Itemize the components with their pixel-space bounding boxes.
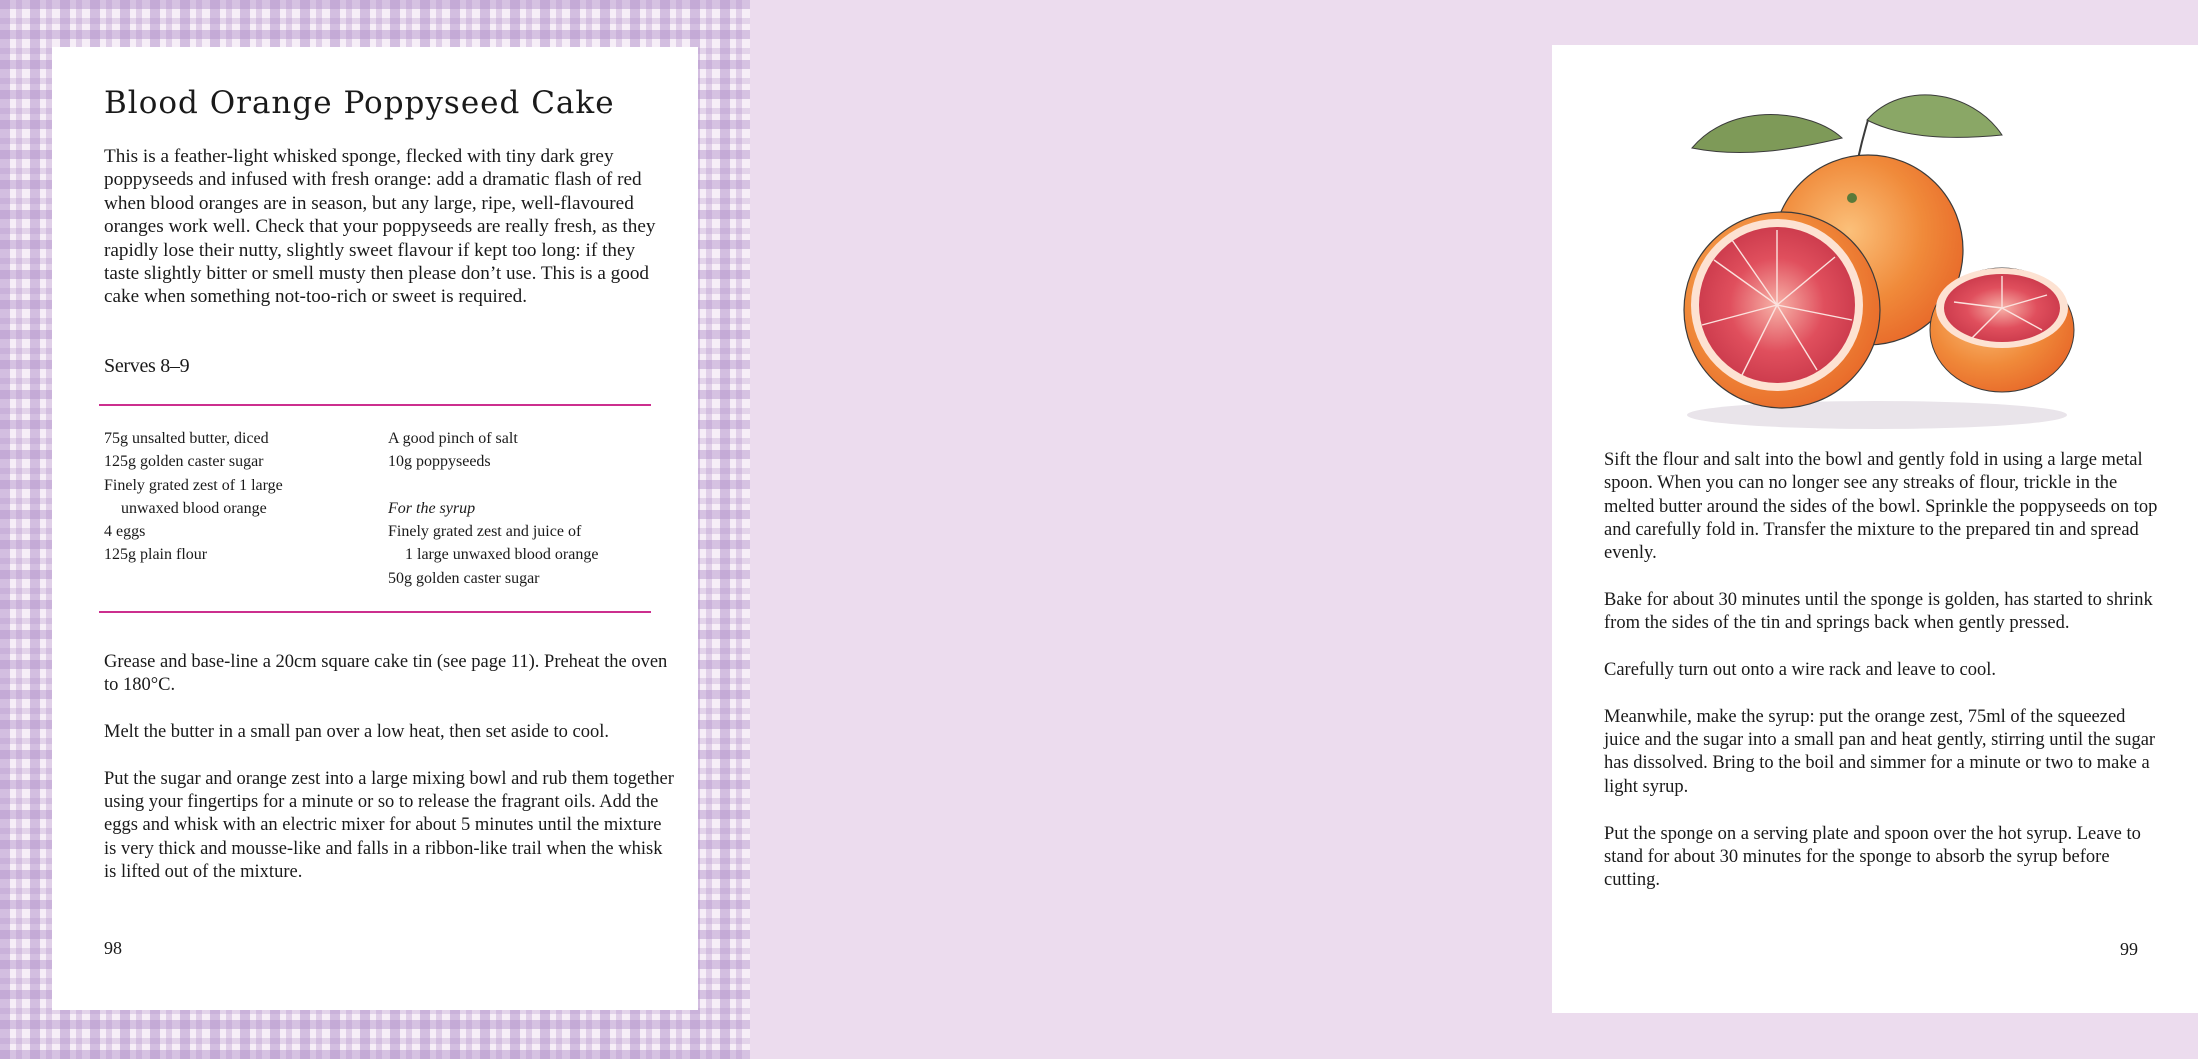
ingredient-item: Finely grated zest of 1 large <box>104 476 283 494</box>
method-step: Melt the butter in a small pan over a low heat, then set aside to cool. <box>104 722 610 743</box>
shadow <box>1687 401 2067 429</box>
right-page <box>1552 45 2198 1013</box>
ingredients-column-2 <box>388 427 678 590</box>
method-steps-right <box>1604 449 2164 892</box>
recipe-intro: This is a feather-light whisked sponge, flecked with tiny dark grey poppyseeds and infused with fresh orange: add a dramatic flash of red when blood oranges are in season, but any large, ripe, well-flavoured oranges work well. Check that your poppyseeds are really fresh, as they rapidly lose their nutty, slightly sweet flavour if kept too long: if they taste slightly bitter or smell musty then please don’t use. This is a good cake when something not-too-rich or sweet is required. <box>104 146 656 308</box>
method-step: Put the sugar and orange zest into a large mixing bowl and rub them together using your fingertips for a minute or so to release the fragrant oils. Add the eggs and whisk with an electric mixer for about 5 minutes until the mixture is very thick and mousse-like and falls in a ribbon-like trail when the whisk is lifted out of the mixture. <box>104 768 674 883</box>
recipe-title: Blood Orange Poppyseed Cake <box>104 85 615 121</box>
ingredient-spacer <box>388 474 678 497</box>
ingredient-item: Finely grated zest and juice of <box>388 523 582 541</box>
ingredients-column-1 <box>104 427 374 567</box>
method-step: Put the sponge on a serving plate and spoon over the hot syrup. Leave to stand for about 30 minutes for the sponge to absorb the syrup before cutting. <box>1604 823 2141 891</box>
method-step: Carefully turn out onto a wire rack and leave to cool. <box>1604 660 1996 681</box>
ingredient-item: 1 large unwaxed blood orange <box>405 546 599 564</box>
leaf-right-icon <box>1867 95 2002 137</box>
method-step: Grease and base-line a 20cm square cake tin (see page 11). Preheat the oven to 180°C. <box>104 652 668 696</box>
page-number: 98 <box>104 938 122 958</box>
method-step: Meanwhile, make the syrup: put the orange zest, 75ml of the squeezed juice and the sugar into a small pan and heat gently, stirring until the sugar has dissolved. Bring to the boil and simmer for a minute or two to make a light syrup. <box>1604 706 2156 797</box>
ingredient-item: 10g poppyseeds <box>388 453 491 471</box>
ingredient-item: 125g plain flour <box>104 546 208 564</box>
method-step: Bake for about 30 minutes until the sponge is golden, has started to shrink from the sides of the tin and springs back when gently pressed. <box>1604 589 2153 634</box>
ingredients-top-rule <box>99 404 651 406</box>
syrup-subheading: For the syrup <box>388 499 476 517</box>
leaf-left-icon <box>1692 115 1842 153</box>
method-step: Sift the flour and salt into the bowl and gently fold in using a large metal spoon. When you can no longer see any streaks of flour, trickle in the melted butter around the sides of the bowl. Sprinkle the poppyseeds on top and carefully fold in. Transfer the mixture to the prepared tin and spread evenly. <box>1604 450 2158 564</box>
left-page <box>52 47 698 1010</box>
ingredient-item: 50g golden caster sugar <box>388 569 540 587</box>
ingredients-bottom-rule <box>99 611 651 613</box>
orange-navel-icon <box>1847 193 1857 203</box>
plain-background <box>750 0 2158 1059</box>
serves-label: Serves 8–9 <box>104 355 190 377</box>
ingredient-item: 4 eggs <box>104 523 146 541</box>
ingredient-item: 125g golden caster sugar <box>104 453 264 471</box>
ingredient-item: unwaxed blood orange <box>121 499 267 517</box>
ingredient-item: A good pinch of salt <box>388 430 518 447</box>
method-steps-left <box>104 651 674 884</box>
page-number: 99 <box>2120 939 2138 959</box>
blood-orange-illustration <box>1672 80 2082 460</box>
gingham-background <box>0 0 750 1059</box>
ingredient-item: 75g unsalted butter, diced <box>104 430 269 447</box>
